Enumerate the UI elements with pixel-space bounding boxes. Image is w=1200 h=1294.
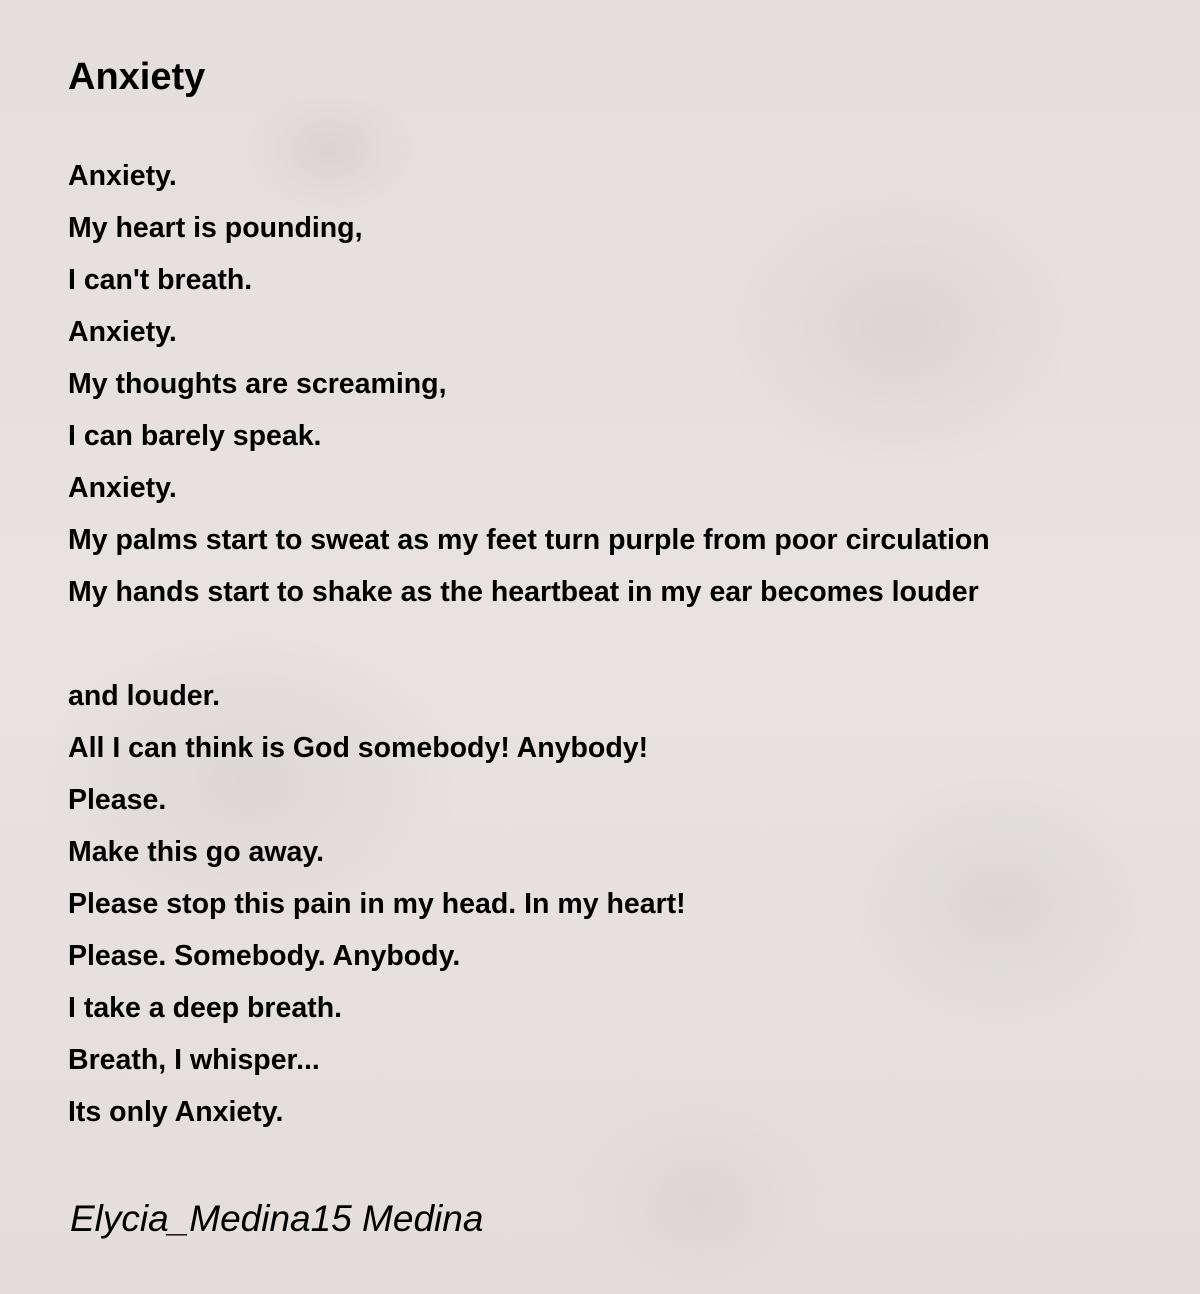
poem-line: All I can think is God somebody! Anybody! [68,732,649,764]
poem-line: I can't breath. [68,264,253,296]
poem-line: Its only Anxiety. [68,1096,284,1128]
poem-line: My hands start to shake as the heartbeat in my ear becomes louder [68,576,979,608]
poem-title: Anxiety [68,56,206,98]
poem-line: Anxiety. [68,472,177,504]
poem-line: Please. Somebody. Anybody. [68,940,461,972]
poem-line: My palms start to sweat as my feet turn purple from poor circulation [68,524,990,556]
poem-line: Make this go away. [68,836,325,868]
poem-line: Please stop this pain in my head. In my heart! [68,888,686,920]
poem-stanza-break [68,618,990,670]
poem-line: and louder. [68,680,221,712]
poem-line: Please. [68,784,167,816]
poem-line: My thoughts are screaming, [68,368,447,400]
poem-line: I take a deep breath. [68,992,343,1024]
poem-author: Elycia_Medina15 Medina [70,1198,484,1239]
poem-line: Breath, I whisper... [68,1044,320,1076]
poem-line: My heart is pounding, [68,212,363,244]
poem-line: Anxiety. [68,316,177,348]
poem-line: I can barely speak. [68,420,322,452]
poem-line: Anxiety. [68,160,177,192]
poem-body [68,150,990,1138]
